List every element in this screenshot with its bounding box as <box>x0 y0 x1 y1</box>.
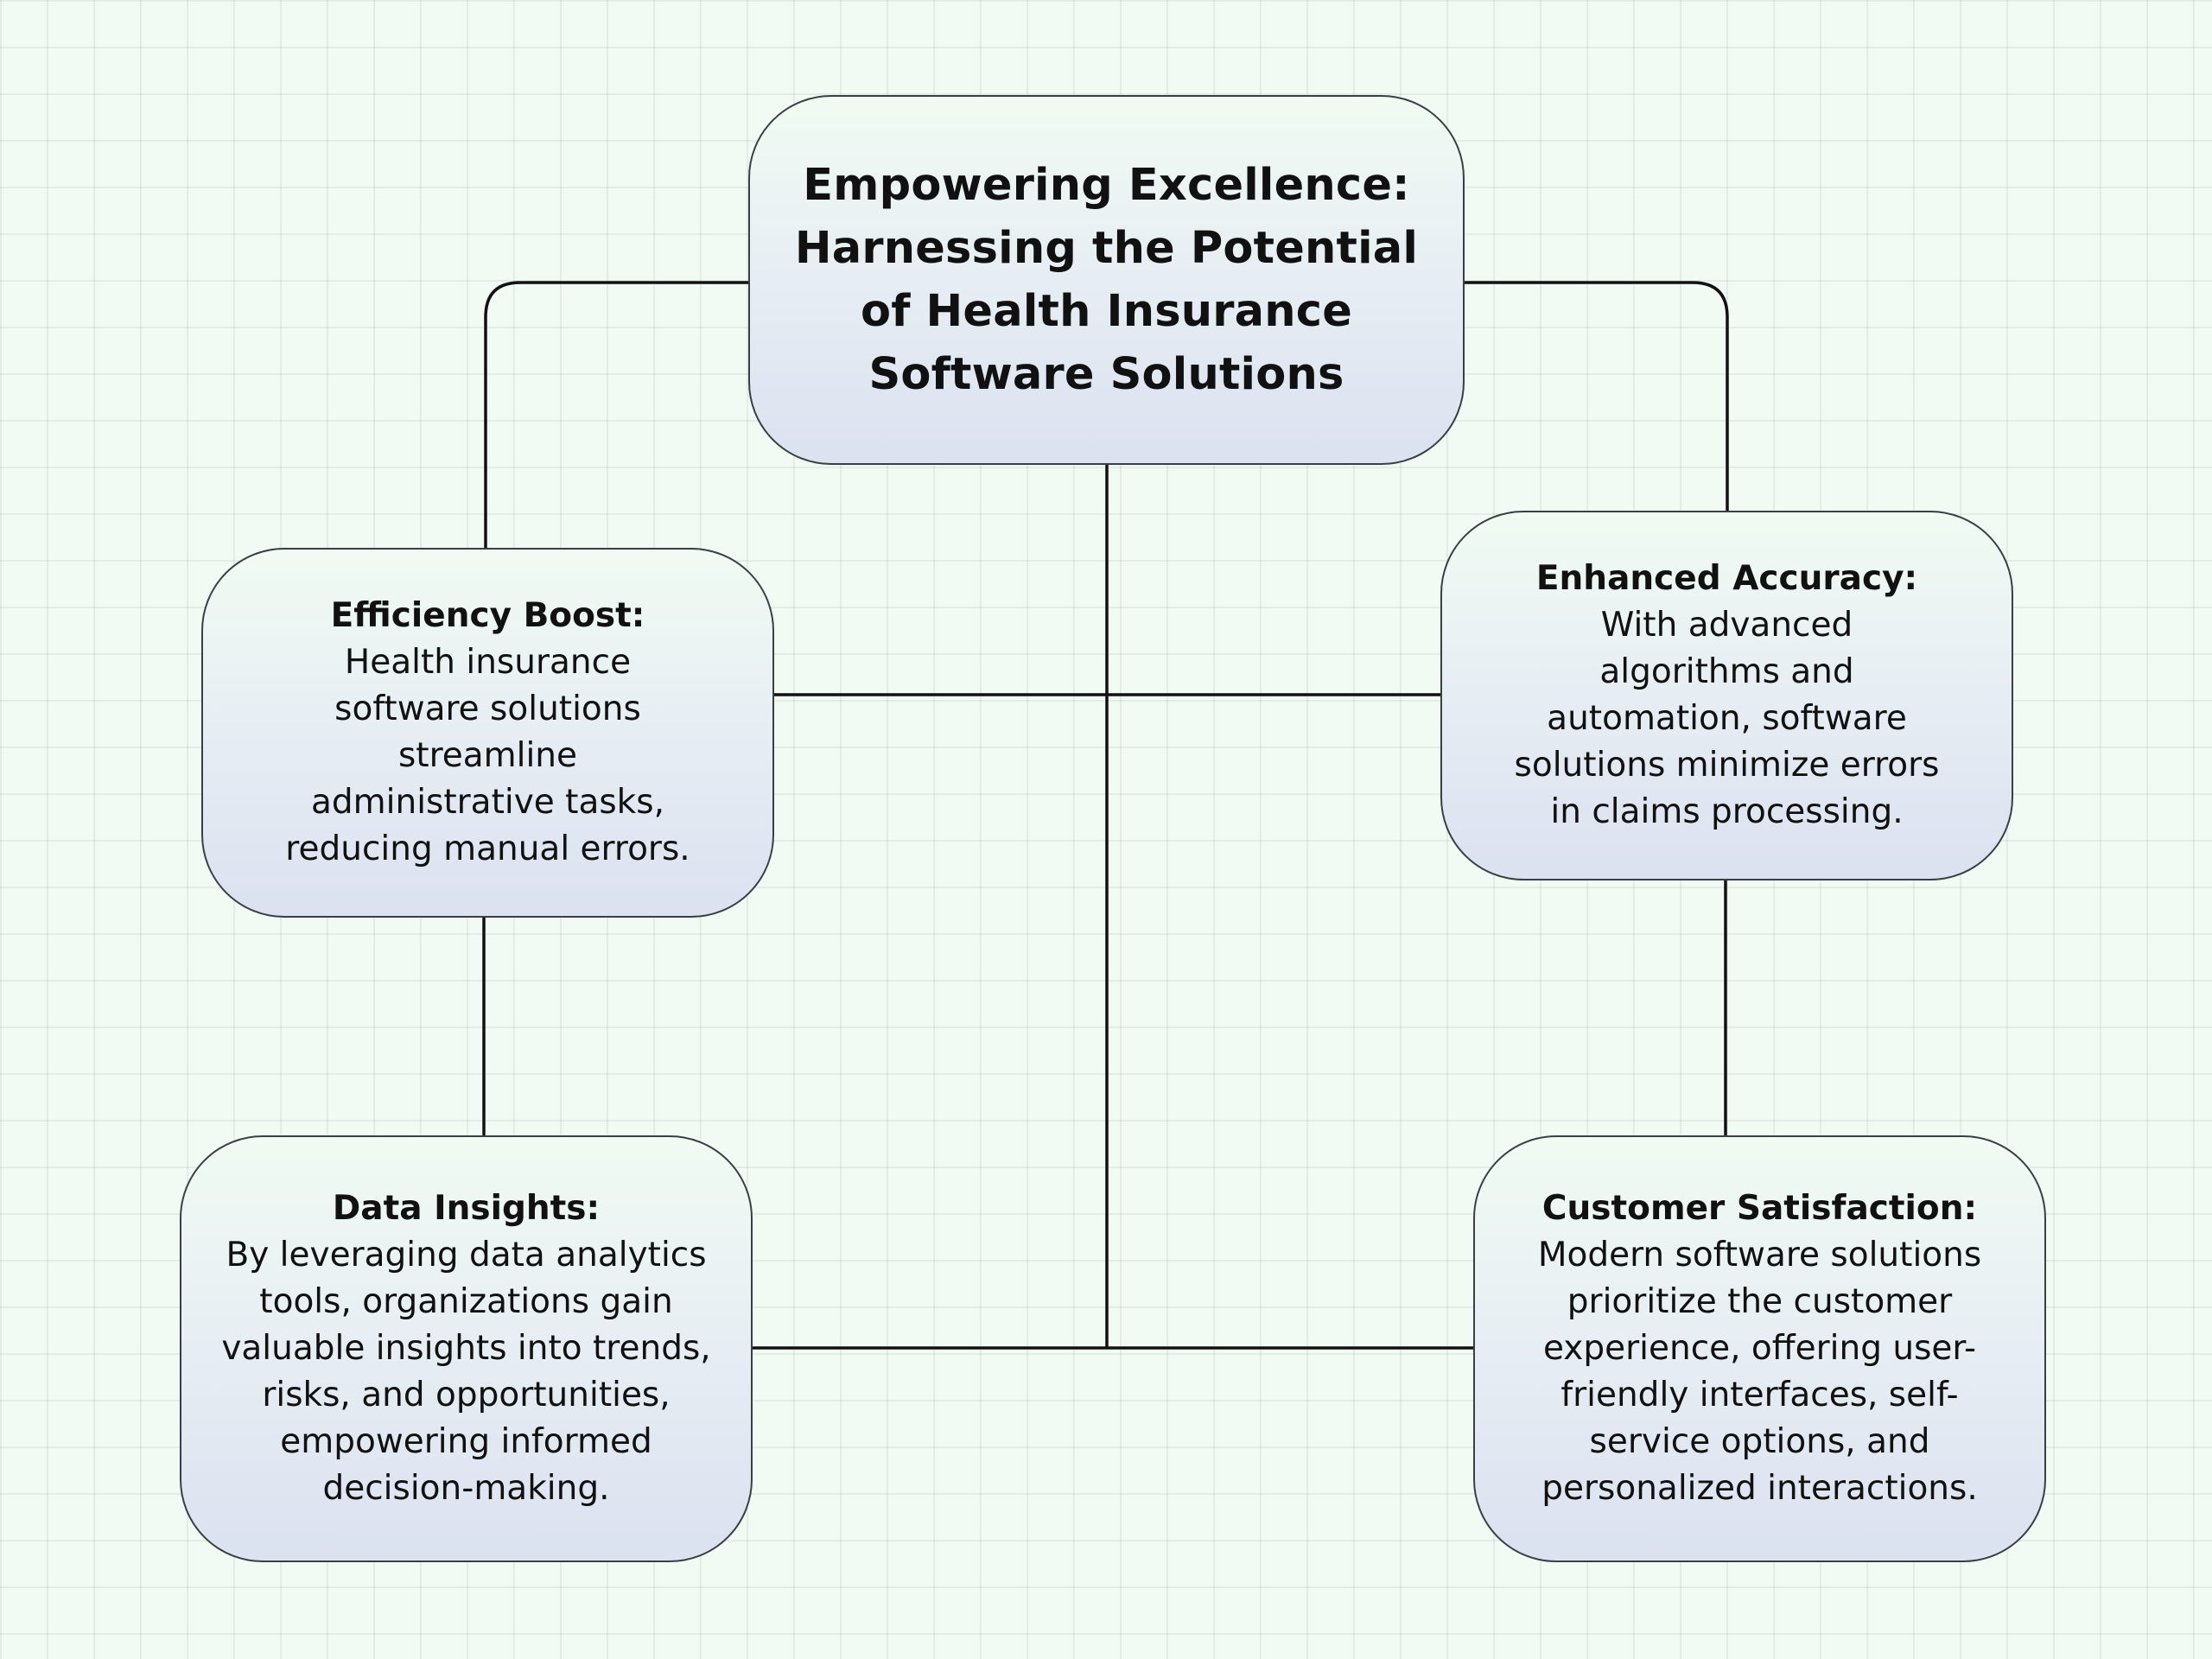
root-title-line: Software Solutions <box>868 349 1344 400</box>
node-body-line: streamline <box>397 736 578 775</box>
node-heading: Enhanced Accuracy: <box>1535 559 1918 598</box>
node-body-line: decision-making. <box>322 1469 610 1508</box>
node-body-line: friendly interfaces, self- <box>1560 1376 1959 1414</box>
node-body-line: algorithms and <box>1599 652 1854 691</box>
node-body-line: software solutions <box>334 690 641 728</box>
node-body-line: valuable insights into trends, <box>221 1329 711 1368</box>
connector-root-to-efficiency <box>486 283 748 548</box>
node-customer-satisfaction <box>1473 1135 2046 1562</box>
root-node <box>748 95 1465 465</box>
node-body-line: tools, organizations gain <box>259 1282 673 1321</box>
node-body-line: With advanced <box>1600 606 1853 645</box>
node-body-line: Modern software solutions <box>1537 1236 1982 1274</box>
node-body-line: risks, and opportunities, <box>262 1376 671 1414</box>
node-body-line: in claims processing. <box>1550 792 1904 831</box>
node-body-line: prioritize the customer <box>1567 1282 1953 1321</box>
node-heading: Efficiency Boost: <box>330 596 645 635</box>
node-body-line: Health insurance <box>344 643 632 682</box>
node-body-line: experience, offering user- <box>1542 1329 1977 1368</box>
connector-root-to-accuracy <box>1465 283 1727 511</box>
node-body-line: reducing manual errors. <box>285 830 690 868</box>
node-efficiency-boost <box>201 548 774 918</box>
root-title-line: of Health Insurance <box>860 286 1353 337</box>
root-title-line: Empowering Excellence: <box>803 160 1410 211</box>
node-heading: Customer Satisfaction: <box>1541 1189 1978 1228</box>
root-title-line: Harnessing the Potential <box>794 223 1419 274</box>
node-body-line: By leveraging data analytics <box>226 1236 707 1274</box>
node-body-line: personalized interactions. <box>1541 1469 1978 1508</box>
node-body-line: administrative tasks, <box>311 783 664 822</box>
node-body-line: solutions minimize errors <box>1514 746 1940 785</box>
node-heading: Data Insights: <box>332 1189 601 1228</box>
node-enhanced-accuracy <box>1440 511 2013 880</box>
node-body-line: service options, and <box>1589 1422 1930 1461</box>
node-body-line: automation, software <box>1547 699 1907 738</box>
node-data-insights <box>180 1135 753 1562</box>
node-body-line: empowering informed <box>280 1422 652 1461</box>
